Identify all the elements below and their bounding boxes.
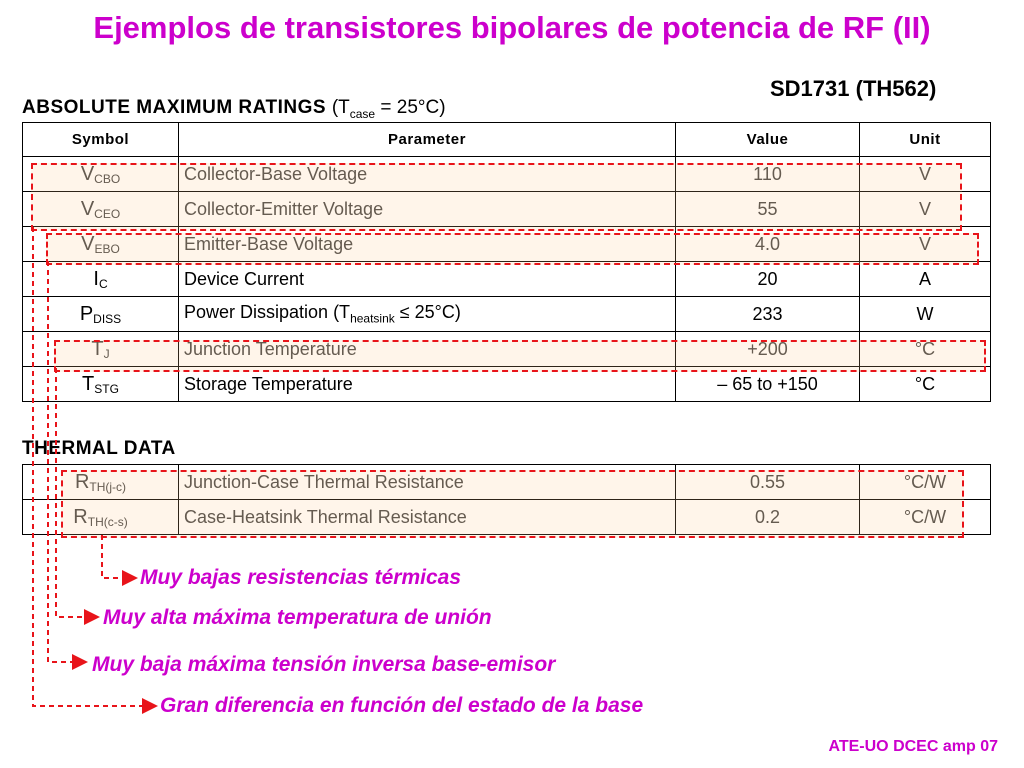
footer-label: ATE-UO DCEC amp 07 (828, 738, 998, 755)
unit-cell: A (860, 262, 991, 297)
value-cell: 20 (676, 262, 860, 297)
parameter-cell: Device Current (179, 262, 676, 297)
unit-cell: °C/W (860, 465, 991, 500)
value-cell: 55 (676, 192, 860, 227)
unit-cell: °C (860, 367, 991, 402)
column-header-symbol: Symbol (23, 123, 179, 157)
value-cell: +200 (676, 332, 860, 367)
slide-title: Ejemplos de transistores bipolares de potencia de RF (II) (93, 10, 931, 45)
column-header-unit: Unit (860, 123, 991, 157)
parameter-cell: Junction Temperature (179, 332, 676, 367)
unit-cell: °C (860, 332, 991, 367)
symbol-cell: $T_J$ (23, 332, 179, 367)
note-junction-temperature: Muy alta máxima temperatura de unión (103, 606, 492, 629)
symbol-cell: $P_{DISS}$ (23, 297, 179, 332)
parameter-cell: Storage Temperature (179, 367, 676, 402)
absolute-max-condition: $(T_{case} = 25^\circ C)$ (331, 97, 446, 121)
value-cell: 233 (676, 297, 860, 332)
value-cell: 110 (676, 157, 860, 192)
column-header-value: Value (676, 123, 860, 157)
column-header-parameter: Parameter (179, 123, 676, 157)
thermal-data-heading: THERMAL DATA (22, 438, 176, 459)
connector-tj (56, 368, 98, 617)
value-cell: – 65 to +150 (676, 367, 860, 402)
value-cell: 0.2 (676, 500, 860, 535)
connector-vcbo-vceo (33, 227, 156, 706)
unit-cell: V (860, 192, 991, 227)
symbol-cell: $I_C$ (23, 262, 179, 297)
parameter-cell: Junction-Case Thermal Resistance (179, 465, 676, 500)
parameter-cell: Collector-Base Voltage (179, 157, 676, 192)
parameter-cell: Case-Heatsink Thermal Resistance (179, 500, 676, 535)
unit-cell: °C/W (860, 500, 991, 535)
parameter-cell: Collector-Emitter Voltage (179, 192, 676, 227)
part-number: SD1731 (TH562) (770, 76, 937, 101)
note-thermal-resistance: Muy bajas resistencias térmicas (140, 566, 462, 589)
symbol-cell: $T_{STG}$ (23, 367, 179, 402)
connector-thermal (102, 535, 136, 578)
symbol-cell: $R_{TH(c-s)}$ (23, 500, 179, 535)
symbol-cell: $V_{CBO}$ (23, 157, 179, 192)
value-cell: 0.55 (676, 465, 860, 500)
value-cell: 4.0 (676, 227, 860, 262)
symbol-cell: $R_{TH(j-c)}$ (23, 465, 179, 500)
unit-cell: W (860, 297, 991, 332)
unit-cell: V (860, 157, 991, 192)
parameter-cell: Emitter-Base Voltage (179, 227, 676, 262)
note-base-state: Gran diferencia en función del estado de la base (160, 694, 644, 717)
symbol-cell: $V_{CEO}$ (23, 192, 179, 227)
unit-cell: V (860, 227, 991, 262)
symbol-cell: $V_{EBO}$ (23, 227, 179, 262)
parameter-cell: Power Dissipation $(T_{heatsink} \le 25^\circ C)$ (179, 297, 676, 332)
connector-vebo (48, 261, 86, 662)
note-base-emitter-voltage: Muy baja máxima tensión inversa base-emisor (92, 653, 556, 676)
absolute-max-heading-text: ABSOLUTE MAXIMUM RATINGS (22, 97, 327, 118)
